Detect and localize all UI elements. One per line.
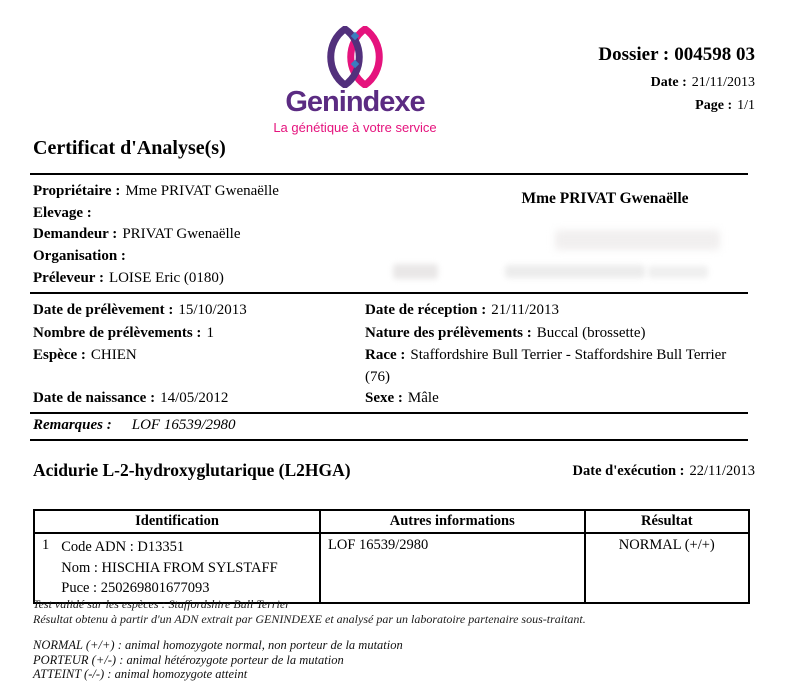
code-adn: Code ADN : D13351 <box>61 539 185 555</box>
legend-porteur: PORTEUR (+/-) : animal hétérozygote porteur de la mutation <box>33 652 344 667</box>
field-nombre-prelevements: Nombre de prélèvements : 1 <box>33 325 214 341</box>
field-organisation: Organisation : <box>33 248 126 265</box>
date-value: 21/11/2013 <box>691 75 755 90</box>
page-indicator <box>598 98 755 114</box>
field-proprietaire: Propriétaire : Mme PRIVAT Gwenaëlle <box>33 183 279 199</box>
autres-informations-cell: LOF 16539/2980 <box>320 533 585 603</box>
divider <box>30 173 748 175</box>
remarks-row <box>33 417 236 434</box>
note-species: Test validé sur les espèces : Staffordshire Bull Terrier <box>33 597 290 611</box>
page-label: Page : <box>695 98 733 113</box>
table-row <box>34 533 749 603</box>
remarks-label: Remarques : <box>33 417 112 433</box>
field-sexe: Sexe : Mâle <box>365 390 439 406</box>
dossier-number <box>598 44 755 66</box>
dossier-value: 004598 03 <box>674 44 755 65</box>
note-lab: Résultat obtenu à partir d'un ADN extrait par GENINDEXE et analysé par un laboratoire partenaire sous-traitant. <box>33 611 586 626</box>
row-index: 1 <box>42 537 50 553</box>
brand-tagline: La génétique à votre service <box>273 120 437 135</box>
identification-cell <box>34 533 320 603</box>
remarks-value: LOF 16539/2980 <box>131 417 236 433</box>
brand-name: Genindexe <box>285 86 425 118</box>
owner-block <box>33 181 279 290</box>
puce: Puce : 250269801677093 <box>61 580 210 596</box>
resultat-cell: NORMAL (+/+) <box>585 533 749 603</box>
divider <box>30 292 748 294</box>
divider <box>30 439 748 441</box>
dossier-label: Dossier : <box>598 44 670 65</box>
field-date-reception: Date de réception : 21/11/2013 <box>365 302 559 318</box>
test-notes <box>33 597 586 626</box>
document-date <box>598 75 755 91</box>
header-identification: Identification <box>34 510 320 533</box>
date-label: Date : <box>650 75 687 90</box>
header-autres-informations: Autres informations <box>320 510 585 533</box>
recipient-name: Mme PRIVAT Gwenaëlle <box>521 190 689 207</box>
field-espece: Espèce : CHIEN <box>33 347 137 363</box>
execution-date: Date d'exécution : 22/11/2013 <box>572 463 755 479</box>
field-demandeur: Demandeur : PRIVAT Gwenaëlle <box>33 226 241 243</box>
field-elevage: Elevage : <box>33 204 92 221</box>
logo <box>252 26 458 135</box>
page-title: Certificat d'Analyse(s) <box>33 137 226 159</box>
table-header-row <box>34 510 749 533</box>
nom: Nom : HISCHIA FROM SYLSTAFF <box>61 559 278 576</box>
field-race: Race : Staffordshire Bull Terrier - Staffordshire Bull Terrier (76) <box>365 347 727 385</box>
page-value: 1/1 <box>737 98 755 113</box>
header-resultat: Résultat <box>585 510 749 533</box>
redacted-area <box>555 230 720 250</box>
divider <box>30 412 748 414</box>
field-date-naissance: Date de naissance : 14/05/2012 <box>33 390 229 406</box>
field-preleveur: Préleveur : LOISE Eric (0180) <box>33 269 224 286</box>
legend-atteint: ATTEINT (-/-) : animal homozygote atteint <box>33 667 248 681</box>
redacted-area <box>648 266 708 278</box>
redacted-area <box>393 264 438 279</box>
legend-normal: NORMAL (+/+) : animal homozygote normal, non porteur de la mutation <box>33 638 403 652</box>
redacted-area <box>505 265 645 278</box>
results-table <box>33 509 750 604</box>
header-meta <box>598 44 755 121</box>
result-legend <box>33 638 403 682</box>
test-name: Acidurie L-2-hydroxyglutarique (L2HGA) <box>33 460 351 480</box>
field-nature-prelevements: Nature des prélèvements : Buccal (brossette) <box>365 325 646 341</box>
genindexe-logo-icon <box>313 26 397 88</box>
field-date-prelevement: Date de prélèvement : 15/10/2013 <box>33 302 247 318</box>
